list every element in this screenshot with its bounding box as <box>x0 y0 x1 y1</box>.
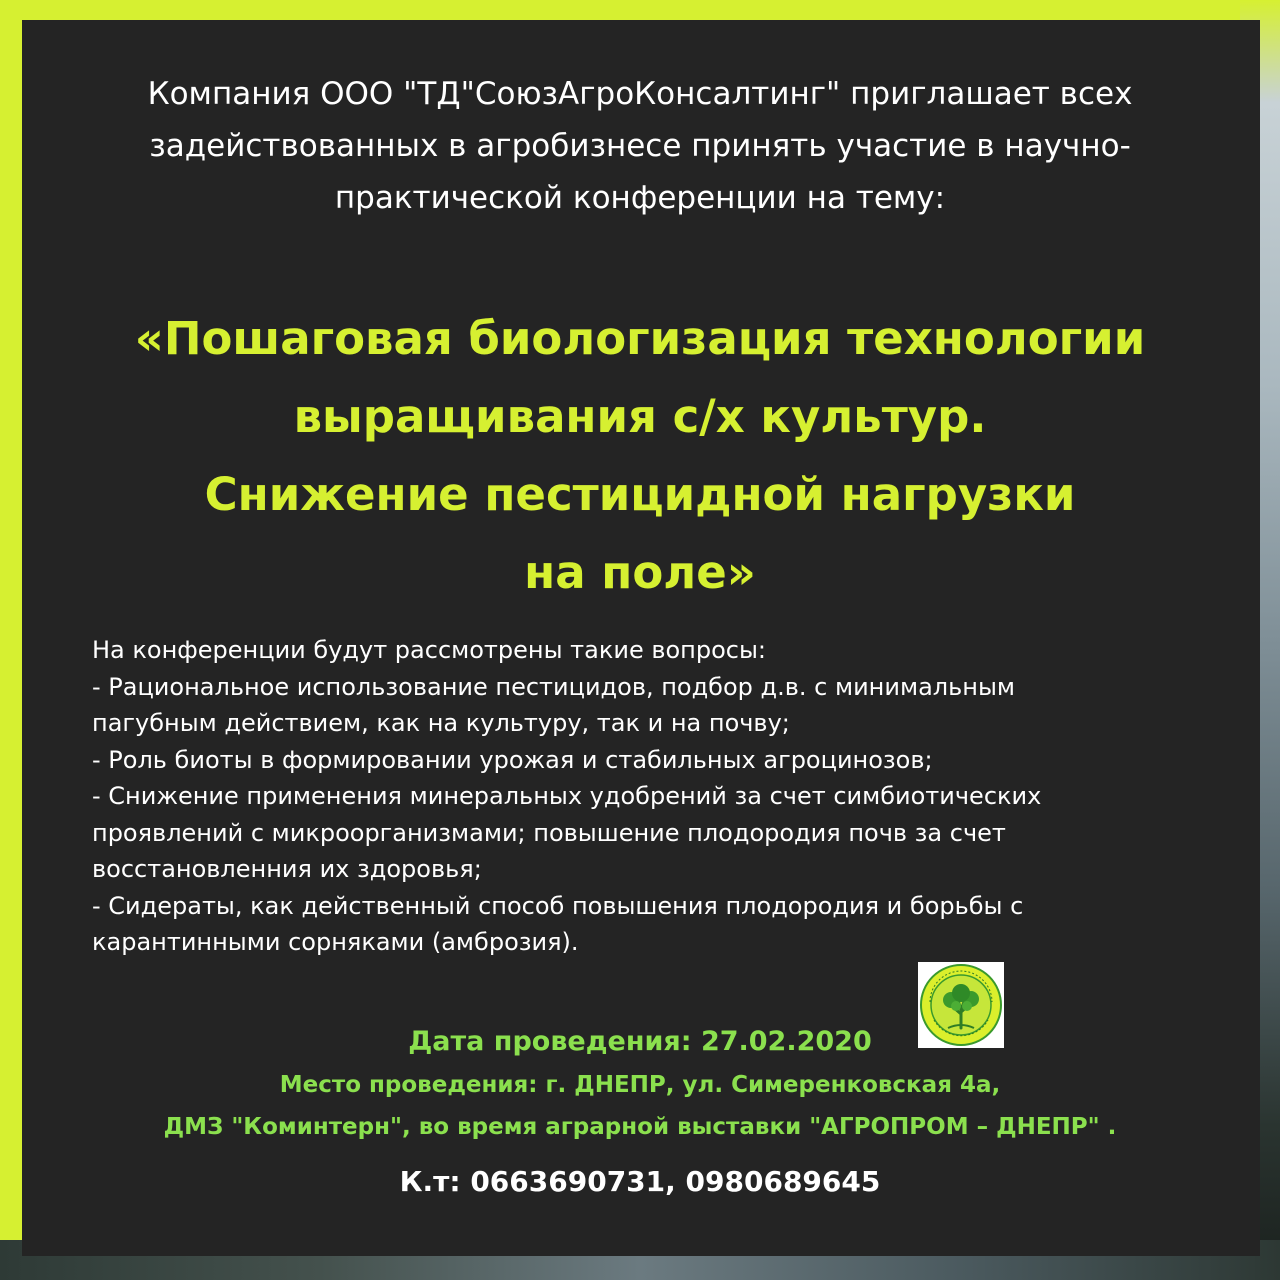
title-line: «Пошаговая биологизация технологии <box>134 312 1146 365</box>
topics-list <box>92 632 1202 961</box>
topics-line: На конференции будут рассмотрены такие вопросы: <box>92 636 767 664</box>
contact-phones: К.т: 0663690731, 0980689645 <box>399 1165 881 1198</box>
conference-title <box>40 300 1240 612</box>
topics-line: проявлений с микроорганизмами; повышение плодородия почв за счет <box>92 818 1006 847</box>
intro-text <box>40 68 1240 224</box>
intro-line: Компания ООО "ТД"СоюзАгроКонсалтинг" приглашает всех <box>147 76 1133 112</box>
topics-line: восстановленния их здоровья; <box>92 855 482 883</box>
intro-line: практической конференции на тему: <box>334 180 946 216</box>
event-place-line: Место проведения: г. ДНЕПР, ул. Симеренковская 4а, <box>279 1072 1001 1098</box>
title-line: на поле» <box>524 546 756 599</box>
topics-line: - Рациональное использование пестицидов, подбор д.в. с минимальным <box>92 672 1016 701</box>
event-date: Дата проведения: 27.02.2020 <box>408 1026 872 1057</box>
title-line: выращивания с/х культур. <box>293 390 987 443</box>
title-line: Снижение пестицидной нагрузки <box>204 468 1076 521</box>
topics-line: - Роль биоты в формировании урожая и стабильных агроцинозов; <box>92 745 933 774</box>
event-details <box>40 1020 1240 1148</box>
intro-line: задействованных в агробизнесе принять участие в научно- <box>149 128 1131 164</box>
topics-line: - Снижение применения минеральных удобрений за счет симбиотических <box>92 782 1042 810</box>
topics-line: - Сидераты, как действенный способ повышения плодородия и борьбы с <box>92 891 1024 920</box>
event-place-line: ДМЗ "Коминтерн", во время аграрной выставки "АГРОПРОМ – ДНЕПР" . <box>163 1114 1117 1140</box>
topics-line: карантинными сорняками (амброзия). <box>92 928 579 956</box>
topics-line: пагубным действием, как на культуру, так и на почву; <box>92 709 790 737</box>
